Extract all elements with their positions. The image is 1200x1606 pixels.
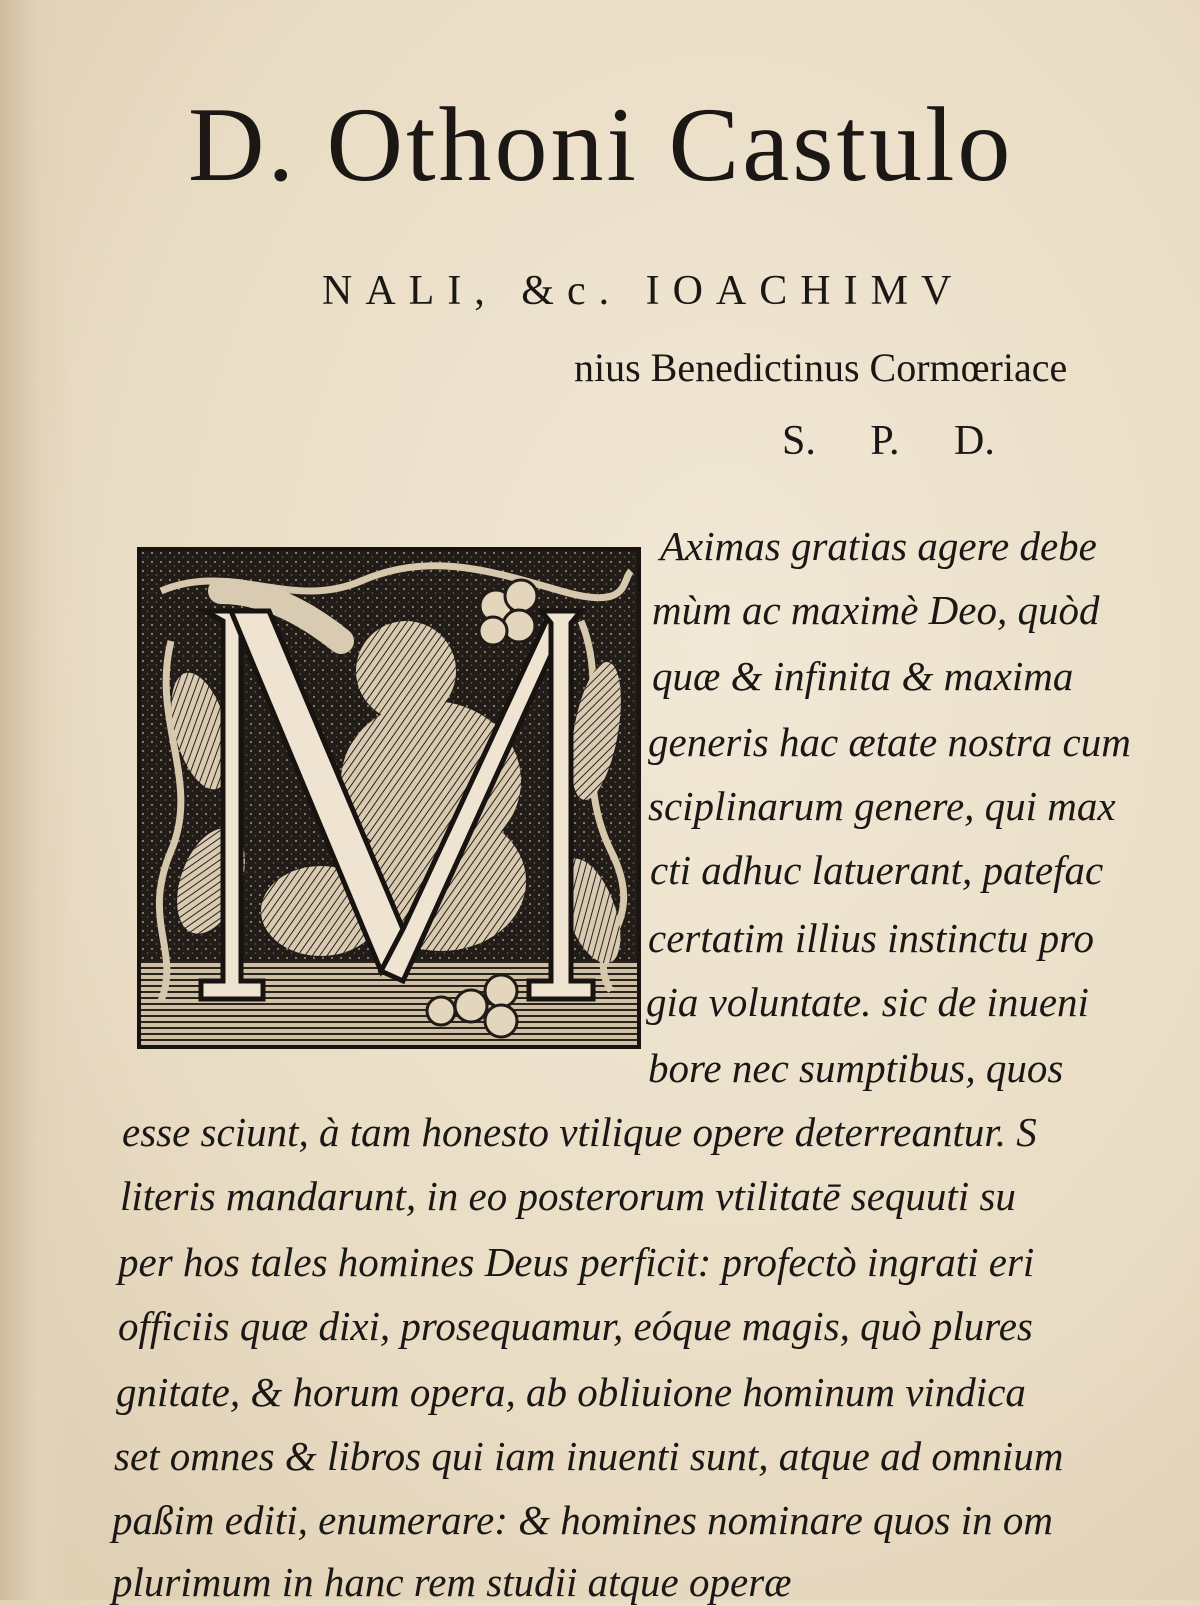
dedication-author-line: nius Benedictinus Cormœriace <box>574 345 1068 390</box>
text-line-5: sciplinarum genere, qui max <box>648 783 1116 829</box>
text-line-7: certatim illius instinctu pro <box>648 915 1095 961</box>
text-line-12: per hos tales homines Deus perficit: profectò ingrati eri <box>118 1239 1035 1285</box>
salutation: S. P. D. <box>782 418 995 464</box>
text-line-11: literis mandarunt, in eo posterorum vtilitatē sequuti su <box>120 1173 1016 1219</box>
text-line-6: cti adhuc latuerant, patefac <box>650 847 1104 893</box>
text-line-17: plurimum in hanc rem studii atque operæ <box>112 1559 792 1605</box>
text-line-9: bore nec sumptibus, quos <box>648 1045 1064 1091</box>
text-line-4: generis hac ætate nostra cum <box>648 719 1131 765</box>
text-line-16: paßim editi, enumerare: & homines nominare quos in om <box>112 1497 1053 1543</box>
dedication-subheading: NALI, &c. IOACHIMV <box>322 268 965 314</box>
text-line-10: esse sciunt, à tam honesto vtilique opere deterreantur. S <box>122 1109 1037 1155</box>
text-line-14: gnitate, & horum opera, ab obliuione hominum vindica <box>116 1369 1026 1415</box>
text-line-1: Aximas gratias agere debe <box>660 523 1097 569</box>
woodcut-initial-art <box>141 551 637 1045</box>
woodcut-initial <box>137 547 641 1049</box>
text-line-13: officiis quæ dixi, prosequamur, eóque magis, quò plures <box>118 1303 1033 1349</box>
text-line-15: set omnes & libros qui iam inuenti sunt, atque ad omnium <box>114 1433 1064 1479</box>
dedication-heading: D. Othoni Castulo <box>188 86 1014 203</box>
text-line-2: mùm ac maximè Deo, quòd <box>652 587 1100 633</box>
text-line-3: quæ & infinita & maxima <box>652 653 1074 699</box>
text-line-8: gia voluntate. sic de inueni <box>646 979 1089 1025</box>
